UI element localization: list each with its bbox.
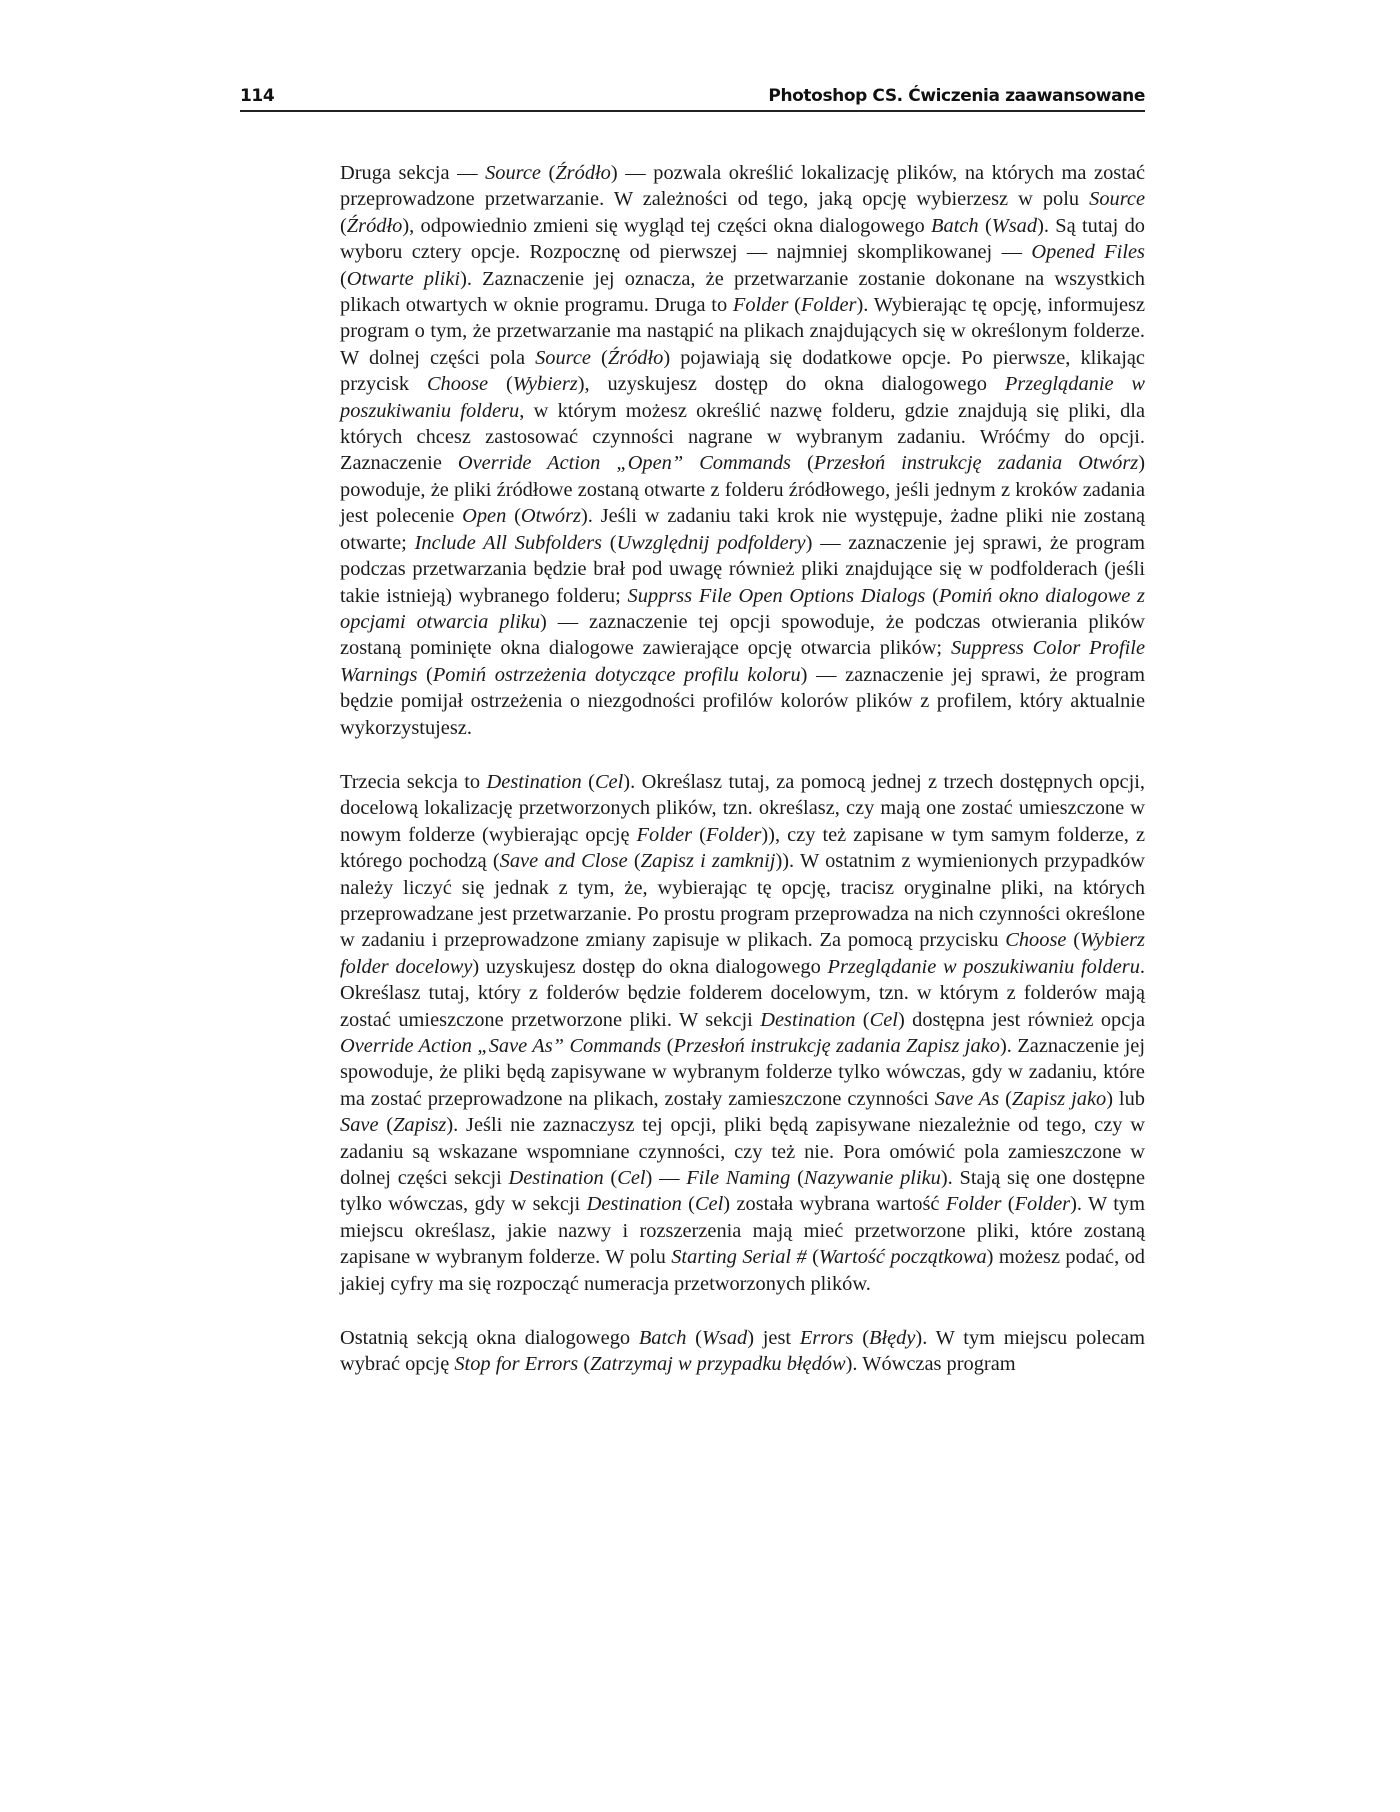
text-run: ( [855, 1008, 870, 1031]
body-paragraph [340, 1325, 1145, 1378]
text-run: ( [681, 1193, 695, 1216]
text-run: ( [686, 1327, 702, 1350]
text-run: ( [790, 452, 814, 475]
text-run: ) uzyskujesz dostęp do okna dialogowego [472, 955, 828, 978]
italic-term: Folder [945, 1193, 1002, 1216]
italic-term: Uwzględnij podfoldery [616, 531, 806, 554]
italic-term: Folder [705, 823, 762, 846]
italic-term: Otwórz [520, 505, 581, 528]
text-run: ( [627, 850, 641, 873]
text-run: ( [590, 346, 608, 369]
text-run: ), uzyskujesz dostęp do okna dialogowego [577, 373, 1005, 396]
italic-term: Przeglądanie w poszukiwaniu folderu [827, 955, 1140, 978]
italic-term: Cel [617, 1167, 646, 1190]
text-run: ). Jeśli nie zaznaczysz tej opcji, pliki będą zapisywane niezależnie od tego, czy w zadaniu są wskazane wspomniane czynności, czy też nie. Pora omówić pola zamieszczone w dolnej części sekcji [340, 1114, 1145, 1190]
text-run: ( [806, 1246, 819, 1269]
italic-term: Destination [760, 1008, 856, 1031]
text-run: ) — zaznaczenie jej sprawi, że program podczas przetwarzania będzie brał pod uwagę również pliki znajdujące się w podfolderach (jeśli takie istnieją) wybranego folderu; [340, 531, 1146, 607]
italic-term: Wartość początkowa [818, 1246, 987, 1269]
italic-term: Folder [1014, 1193, 1071, 1216]
italic-term: Otwarte pliki [346, 267, 461, 290]
text-run: Ostatnią sekcją okna dialogowego [340, 1327, 639, 1350]
italic-term: Przesłoń instrukcję zadania Otwórz [813, 452, 1139, 475]
text-run: ) pojawiają się dodatkowe opcje. Po pierwsze, klikając przycisk [340, 346, 1145, 396]
italic-term: Starting Serial # [671, 1246, 807, 1269]
text-run: ). W tym miejscu określasz, jakie nazwy i rozszerzenia mają mieć przetworzone pliki, które zostaną zapisane w wybranym folderze. W polu [340, 1193, 1145, 1269]
text-run: ) — pozwala określić lokalizację plików, na których ma zostać przeprowadzone przetwarzanie. W zależności od tego, jaką opcję wybierzesz w polu [340, 162, 1145, 211]
text-run: ( [581, 770, 595, 793]
text-run: ( [417, 663, 433, 686]
italic-term: Zapisz jako [1011, 1087, 1107, 1110]
body-paragraph [340, 160, 1145, 741]
text-run: ( [692, 823, 706, 846]
text-run: ). Jeśli w zadaniu taki krok nie występuje, żadne pliki nie zostaną otwarte; [340, 505, 1145, 554]
text-run: ) lub [1106, 1087, 1145, 1110]
text-run: ( [925, 584, 939, 607]
text-run: ( [661, 1035, 674, 1057]
italic-term: Save and Close [499, 850, 628, 873]
italic-term: Source [535, 346, 591, 369]
italic-term: Przesłoń instrukcję zadania Zapisz jako [673, 1035, 1000, 1057]
italic-term: Open [462, 505, 507, 528]
text-run: ( [378, 1114, 394, 1137]
text-run: ( [578, 1353, 591, 1376]
italic-term: Cel [869, 1008, 898, 1031]
italic-term: Zapisz [393, 1114, 447, 1137]
italic-term: Błędy [869, 1327, 916, 1350]
italic-term: Choose [1005, 929, 1067, 952]
italic-term: Source [1089, 188, 1145, 211]
italic-term: Źródło [555, 162, 611, 184]
italic-term: File Naming [686, 1167, 791, 1190]
page-number: 114 [240, 86, 275, 106]
italic-term: Pomiń ostrzeżenia dotyczące profilu koloru [432, 663, 801, 686]
text-run: ( [1066, 929, 1081, 952]
italic-term: Destination [486, 770, 582, 793]
text-run: ( [999, 1087, 1012, 1110]
text-run: ). Stają się one dostępne tylko wówczas, gdy w sekcji [340, 1167, 1146, 1216]
italic-term: Destination [508, 1167, 604, 1190]
italic-term: Pomiń okno dialogowe z opcjami otwarcia pliku [340, 584, 1145, 633]
text-run: ) — zaznaczenie jej sprawi, że program będzie pomijał ostrzeżenia o niezgodności profilów kolorów plików z profilem, który aktualnie wykorzystujesz. [340, 663, 1145, 739]
italic-term: Stop for Errors [454, 1353, 579, 1376]
text-run: ( [853, 1327, 869, 1350]
page-body [340, 160, 1145, 1406]
italic-term: Save As [934, 1087, 1000, 1110]
italic-term: Wybierz folder docelowy [340, 929, 1145, 978]
running-title: Photoshop CS. Ćwiczenia zaawansowane [768, 86, 1145, 106]
italic-term: Opened Files [1031, 241, 1145, 264]
text-run: ), odpowiednio zmieni się wygląd tej części okna dialogowego [402, 214, 932, 237]
text-run: ) — [645, 1167, 687, 1190]
italic-term: Batch [638, 1327, 687, 1350]
text-run: ( [603, 1167, 618, 1190]
italic-term: Choose [426, 373, 489, 396]
text-run: ( [506, 505, 521, 528]
body-paragraph [340, 769, 1145, 1297]
italic-term: Batch [931, 214, 979, 237]
italic-term: Folder [636, 823, 693, 846]
text-run: ( [340, 214, 347, 237]
italic-term: Supprss File Open Options Dialogs [627, 584, 926, 607]
italic-term: Wsad [701, 1327, 748, 1350]
text-run: ( [978, 214, 992, 237]
italic-term: Cel [594, 770, 624, 793]
italic-term: Przeglądanie w poszukiwaniu folderu [340, 373, 1145, 422]
italic-term: Destination [586, 1193, 682, 1216]
italic-term: Save [340, 1114, 379, 1137]
text-run: ) jest [747, 1327, 800, 1350]
text-run: )). W ostatnim z wymienionych przypadków należy liczyć się jednak z tym, że, wybierając tę opcję, tracisz oryginalne pliki, na których przeprowadzane jest przetwarzanie. Po prostu program przeprowadza na nich czynności określone w zadaniu i przeprowadzone zmiany zapisuje w plikach. Za pomocą przycisku [340, 850, 1145, 952]
italic-term: Folder [800, 294, 857, 317]
text-run: ( [790, 1167, 804, 1190]
text-run: ). Wybierając tę opcję, informujesz program o tym, że przetwarzanie ma nastąpić na plikach znajdujących się w określonym folderze. W dolnej części pola [340, 294, 1145, 369]
text-run: ). Zaznaczenie jej oznacza, że przetwarzanie zostanie dokonane na wszystkich plikach otwartych w oknie programu. Druga to [340, 267, 1145, 317]
italic-term: Override Action „Open” Commands [457, 452, 791, 475]
italic-term: Suppress Color Profile Warnings [340, 637, 1145, 686]
italic-term: Cel [694, 1193, 724, 1216]
italic-term: Źródło [607, 346, 664, 369]
italic-term: Include All Subfolders [414, 531, 602, 554]
text-run: ) powoduje, że pliki źródłowe zostaną otwarte z folderu źródłowego, jeśli jednym z kroków zadania jest polecenie [340, 452, 1146, 528]
text-run: ( [488, 373, 513, 396]
italic-term: Errors [799, 1327, 854, 1350]
text-run: ) — zaznaczenie tej opcji spowoduje, że podczas otwierania plików zostaną pominięte okna dialogowe zawierające opcję otwarcia plików; [340, 610, 1145, 660]
text-run: ). Określasz tutaj, za pomocą jednej z trzech dostępnych opcji, docelową lokalizację przetworzonych plików, tzn. określasz, czy mają one zostać umieszczone w nowym folderze (wybierając opcję [340, 770, 1145, 846]
text-run: , w którym możesz określić nazwę folderu, gdzie znajdują się pliki, dla których chcesz zastosować czynności nagrane w wybranym zadaniu. Wróćmy do opcji. Zaznaczenie [340, 399, 1145, 475]
text-run: ). Wówczas program [845, 1353, 1016, 1376]
text-run: ). Zaznaczenie jej spowoduje, że pliki będą zapisywane w wybranym folderze tylko wówczas, gdy w zadaniu, które ma zostać przeprowadzone na plikach, zostały zamieszczone czynności [340, 1035, 1146, 1110]
text-run: ( [340, 267, 347, 290]
text-run: )), czy też zapisane w tym samym folderze, z którego pochodzą ( [340, 823, 1145, 873]
text-run: ( [540, 162, 556, 184]
text-run: ) została wybrana wartość [723, 1193, 946, 1216]
italic-term: Override Action „Save As” Commands [340, 1035, 662, 1057]
italic-term: Folder [732, 294, 789, 317]
text-run: ( [601, 531, 617, 554]
text-run: . Określasz tutaj, który z folderów będzie folderem docelowym, tzn. w którym z folderów mają zostać umieszczone przetworzone pliki. W sekcji [340, 955, 1146, 1031]
text-run: ). W tym miejscu polecam wybrać opcję [340, 1327, 1145, 1376]
italic-term: Source [485, 162, 541, 184]
text-run: ). Są tutaj do wyboru cztery opcje. Rozpocznę od pierwszej — najmniej skomplikowanej — [340, 214, 1145, 264]
italic-term: Wsad [991, 214, 1038, 237]
text-run: Druga sekcja — [340, 162, 486, 184]
text-run: Trzecia sekcja to [340, 770, 487, 793]
text-run: ) możesz podać, od jakiej cyfry ma się rozpocząć numeracja przetworzonych plików. [340, 1246, 1145, 1295]
page-header [240, 84, 1145, 112]
italic-term: Źródło [346, 214, 403, 237]
italic-term: Nazywanie pliku [803, 1167, 941, 1190]
text-run: ( [788, 294, 801, 317]
italic-term: Wybierz [512, 373, 578, 396]
italic-term: Zapisz i zamknij [640, 850, 776, 873]
text-run: ) dostępna jest również opcja [897, 1008, 1146, 1031]
italic-term: Zatrzymaj w przypadku błędów [590, 1353, 846, 1376]
text-run: ( [1001, 1193, 1015, 1216]
